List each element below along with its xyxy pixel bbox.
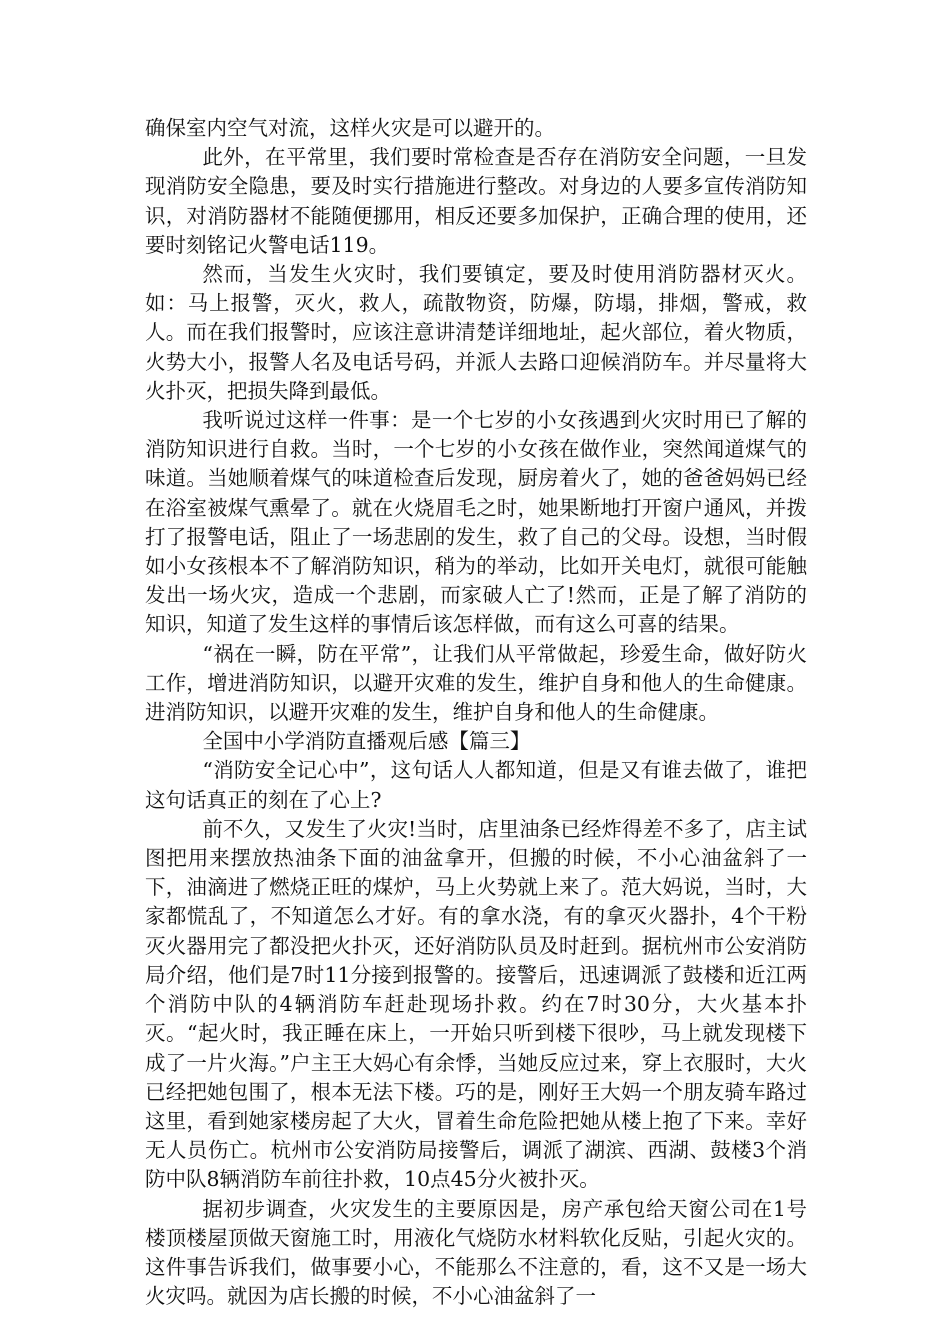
paragraph-safety-check: 此外，在平常里，我们要时常检查是否存在消防安全问题，一旦发现消防安全隐患，要及时实行措施进行整改。对身边的人要多宣传消防知识，对消防器材不能随便挪用，相反还要多加保护，正确合理的使用，还要时刻铭记火警电话119。	[145, 145, 807, 257]
paragraph-investigation: 据初步调查，火灾发生的主要原因是，房产承包给天窗公司在1号楼顶楼屋顶做天窗施工时，用液化气烧防水材料软化反贴，引起火灾的。这件事告诉我们，做事要小心，不能那么不注意的，看，这不又是一场大火灾吗。就因为店长搬的时候，不小心油盆斜了一	[145, 1196, 807, 1309]
document-page	[145, 114, 807, 1311]
paragraph-conclusion: “祸在一瞬，防在平常”，让我们从平常做起，珍爱生命，做好防火工作，增进消防知识，以避开灾难的发生，维护自身和他人的生命健康。进消防知识，以避开灾难的发生，维护自身和他人的生命健康。	[145, 641, 807, 725]
paragraph-girl-story: 我听说过这样一件事：是一个七岁的小女孩遇到火灾时用已了解的消防知识进行自救。当时，一个七岁的小女孩在做作业，突然闻道煤气的味道。当她顺着煤气的味道检查后发现，厨房着火了，她的爸爸妈妈已经在浴室被煤气熏晕了。就在火烧眉毛之时，她果断地打开窗户通风，并拨打了报警电话，阻止了一场悲剧的发生，救了自己的父母。设想，当时假如小女孩根本不了解消防知识，稍为的举动，比如开关电灯，就很可能触发出一场火灾，造成一个悲剧，而家破人亡了!然而，正是了解了消防的知识，知道了发生这样的事情后该怎样做，而有这么可喜的结果。	[145, 408, 807, 637]
paragraph-slogan: “消防安全记心中”，这句话人人都知道，但是又有谁去做了，谁把这句话真正的刻在了心上?	[145, 758, 807, 812]
paragraph-fire-incident: 前不久，又发生了火灾!当时，店里油条已经炸得差不多了，店主试图把用来摆放热油条下面的油盆拿开，但搬的时候，不小心油盆斜了一下，油滴进了燃烧正旺的煤炉，马上火势就上来了。范大妈说，当时，大家都慌乱了，不知道怎么才好。有的拿水浇，有的拿灭火器扑，4个干粉灭火器用完了都没把火扑灭，还好消防队员及时赶到。据杭州市公安消防局介绍，他们是7时11分接到报警的。接警后，迅速调派了鼓楼和近江两个消防中队的4辆消防车赶赴现场扑救。约在7时30分，大火基本扑灭。“起火时，我正睡在床上，一开始只听到楼下很吵，马上就发现楼下成了一片火海。”户主王大妈心有余悸，当她反应过来，穿上衣服时，大火已经把她包围了，根本无法下楼。巧的是，刚好王大妈一个朋友骑车路过这里，看到她家楼房起了大火，冒着生命危险把她从楼上抱了下来。幸好无人员伤亡。杭州市公安消防局接警后，调派了湖滨、西湖、鼓楼3个消防中队8辆消防车前往扑救，10点45分火被扑灭。	[145, 816, 807, 1192]
section-heading: 全国中小学消防直播观后感【篇三】	[202, 729, 531, 754]
paragraph-intro-end: 确保室内空气对流，这样火灾是可以避开的。	[145, 116, 555, 140]
paragraph-fire-response: 然而，当发生火灾时，我们要镇定，要及时使用消防器材灭火。如：马上报警，灭火，救人，疏散物资，防爆，防塌，排烟，警戒，救人。而在我们报警时，应该注意讲清楚详细地址，起火部位，着火物质，火势大小，报警人名及电话号码，并派人去路口迎候消防车。并尽量将大火扑灭，把损失降到最低。	[145, 262, 807, 403]
